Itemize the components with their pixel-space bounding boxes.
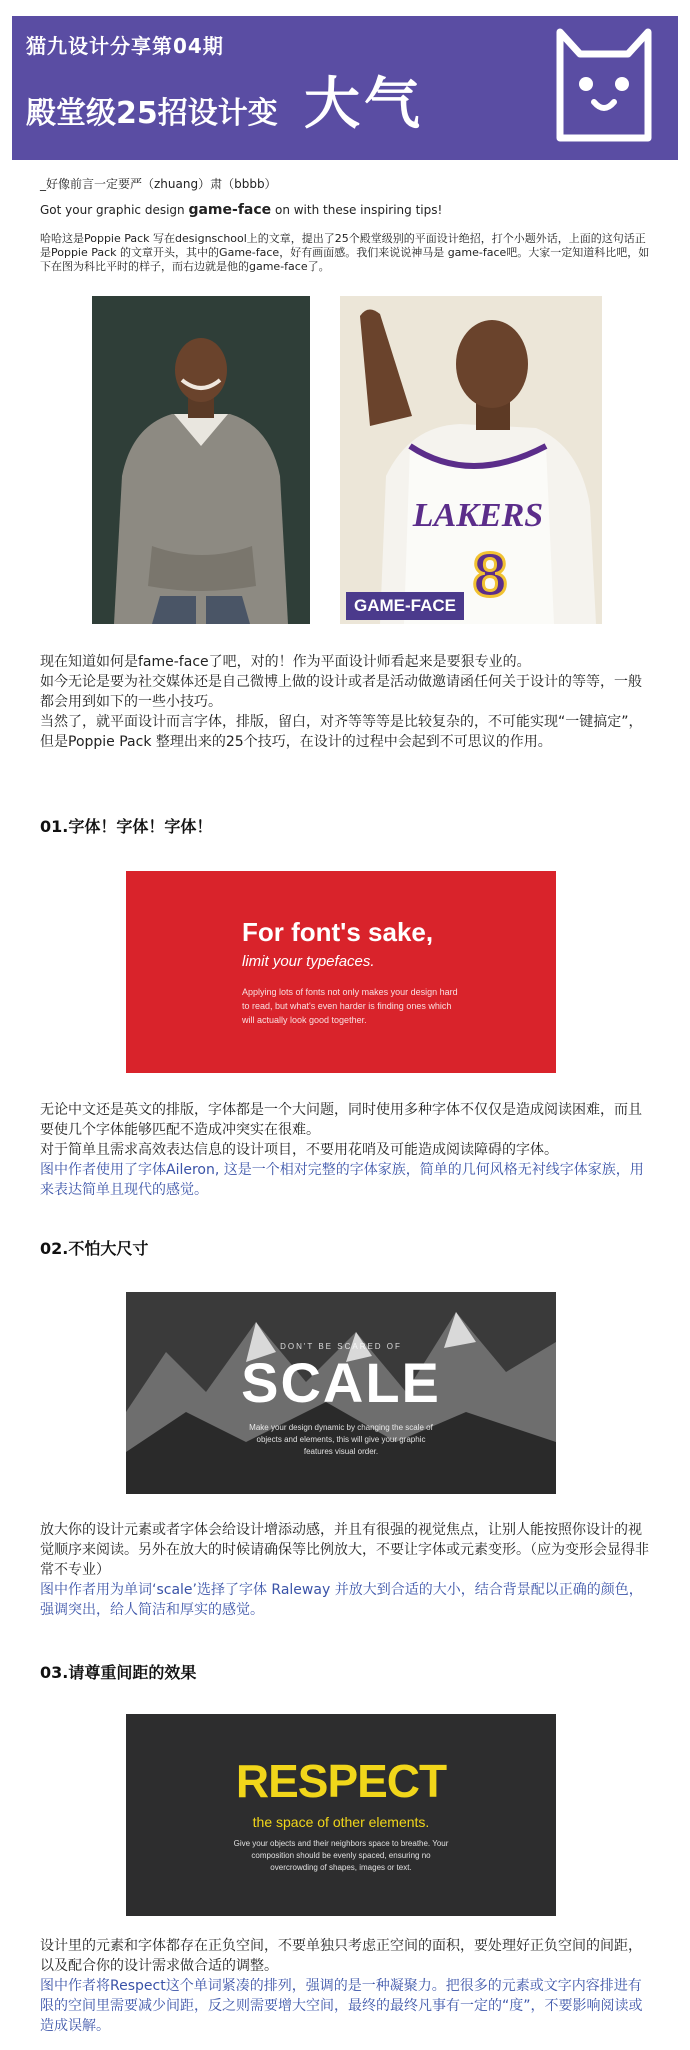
intro-section	[40, 176, 650, 274]
panel-scale-body: Make your design dynamic by changing the scale of objects and elements, this will give your graphic features visual order.	[249, 1423, 433, 1456]
photo-game-face-illustration	[340, 296, 602, 624]
section-01-p1: 无论中文还是英文的排版，字体都是一个大问题，同时使用多种字体不仅仅是造成阅读困难，而且要使几个字体能够匹配不造成冲突实在很难。	[40, 1102, 642, 1138]
page-title-accent: 大气	[304, 72, 424, 137]
section-02-note: 图中作者用为单词‘scale’选择了字体 Raleway 并放大到合适的大小，结合背景配以正确的颜色，强调突出，给人简洁和厚实的感觉。	[40, 1582, 643, 1618]
intro-line-2	[40, 202, 650, 218]
panel-respect	[126, 1714, 556, 1916]
photo-game-face	[340, 296, 602, 624]
intro-line-1: _好像前言一定要严（zhuang）肃（bbbb）	[40, 177, 277, 191]
header-banner	[12, 16, 678, 160]
section-03-note: 图中作者将Respect这个单词紧凑的排列，强调的是一种凝聚力。把很多的元素或文字内容排进有限的空间里需要减少间距，反之则需要增大空间，最终的最终凡事有一定的“度”，不要影响阅读或造成误解。	[40, 1978, 643, 2034]
game-face-badge: GAME-FACE	[346, 592, 464, 620]
section-02-p1: 放大你的设计元素或者字体会给设计增添动感，并且有很强的视觉焦点，让别人能按照你设计的视觉顺序来阅读。另外在放大的时候请确保等比例放大，不要让字体或元素变形。（应为变形会显得非常不专业）	[40, 1522, 649, 1578]
jersey-text: LAKERS	[412, 497, 544, 534]
body-p1: 现在知道如何是fame-face了吧，对的！作为平面设计师看起来是要狠专业的。	[40, 654, 531, 670]
panel-scale-kicker: DON'T BE SCARED OF	[280, 1342, 402, 1351]
intro-paragraph: 哈哈这是Poppie Pack 写在designschool上的文章，提出了25个殿堂级别的平面设计绝招，打个小题外话，上面的这句话正是Poppie Pack 的文章开头，其中的Game-face，好有画面感。我们来说说神马是 game-face吧。大家一定知道科比吧，如下在图为科比平时的样子，而右边就是他的game-face了。	[40, 232, 650, 273]
panel-respect-heading: RESPECT	[235, 1755, 447, 1807]
panel-scale	[126, 1292, 556, 1494]
section-02-text	[40, 1520, 650, 1620]
panel-fonts-body: Applying lots of fonts not only makes your design hard to read, but what's even harder is finding ones which will actually look good together.	[242, 987, 458, 1025]
section-01-p2: 对于简单且需求高效表达信息的设计项目，不要用花哨及可能造成阅读障碍的字体。	[40, 1142, 558, 1158]
photo-relaxed	[92, 296, 310, 624]
intro-line-2-post: on with these inspiring tips!	[271, 203, 443, 217]
body-p3: 当然了，就平面设计而言字体，排版，留白，对齐等等等是比较复杂的，不可能实现“一键搞定”，但是Poppie Pack 整理出来的25个技巧，在设计的过程中会起到不可思议的作用。	[40, 714, 643, 750]
body-paragraphs	[40, 652, 650, 752]
section-01-note: 图中作者使用了字体Aileron, 这是一个相对完整的字体家族，简单的几何风格无衬线字体家族，用来表达简单且现代的感觉。	[40, 1162, 644, 1198]
panel-fonts	[126, 871, 556, 1073]
panel-respect-subheading: the space of other elements.	[252, 1814, 430, 1830]
intro-line-2-bold: game-face	[188, 202, 272, 218]
cat-face-icon	[548, 26, 660, 146]
section-03-text	[40, 1936, 650, 2036]
section-01-text	[40, 1100, 650, 1200]
issue-label: 猫九设计分享第04期	[26, 34, 224, 58]
panel-fonts-heading: For font's sake,	[242, 917, 434, 947]
body-p2: 如今无论是要为社交媒体还是自己微博上做的设计或者是活动做邀请函任何关于设计的等等，一般都会用到如下的一些小技巧。	[40, 674, 642, 710]
section-03-p1: 设计里的元素和字体都存在正负空间，不要单独只考虑正空间的面积，要处理好正负空间的间距，以及配合你的设计需求做合适的调整。	[40, 1938, 642, 1974]
intro-line-2-pre: Got your graphic design	[40, 203, 189, 217]
panel-scale-heading: SCALE	[241, 1351, 441, 1414]
section-title-02: 02.不怕大尺寸	[40, 1239, 149, 1258]
panel-fonts-subheading: limit your typefaces.	[242, 953, 375, 970]
section-title-03: 03.请尊重间距的效果	[40, 1663, 197, 1682]
jersey-number: 8	[472, 541, 508, 610]
page-title: 殿堂级25招设计变	[26, 96, 278, 131]
section-title-01: 01.字体！字体！字体！	[40, 817, 213, 836]
panel-respect-body: Give your objects and their neighbors space to breathe. Your composition should be evenly spaced, ensuring no overcrowding of shapes, images or text.	[233, 1839, 449, 1872]
photo-relaxed-illustration	[92, 296, 310, 624]
